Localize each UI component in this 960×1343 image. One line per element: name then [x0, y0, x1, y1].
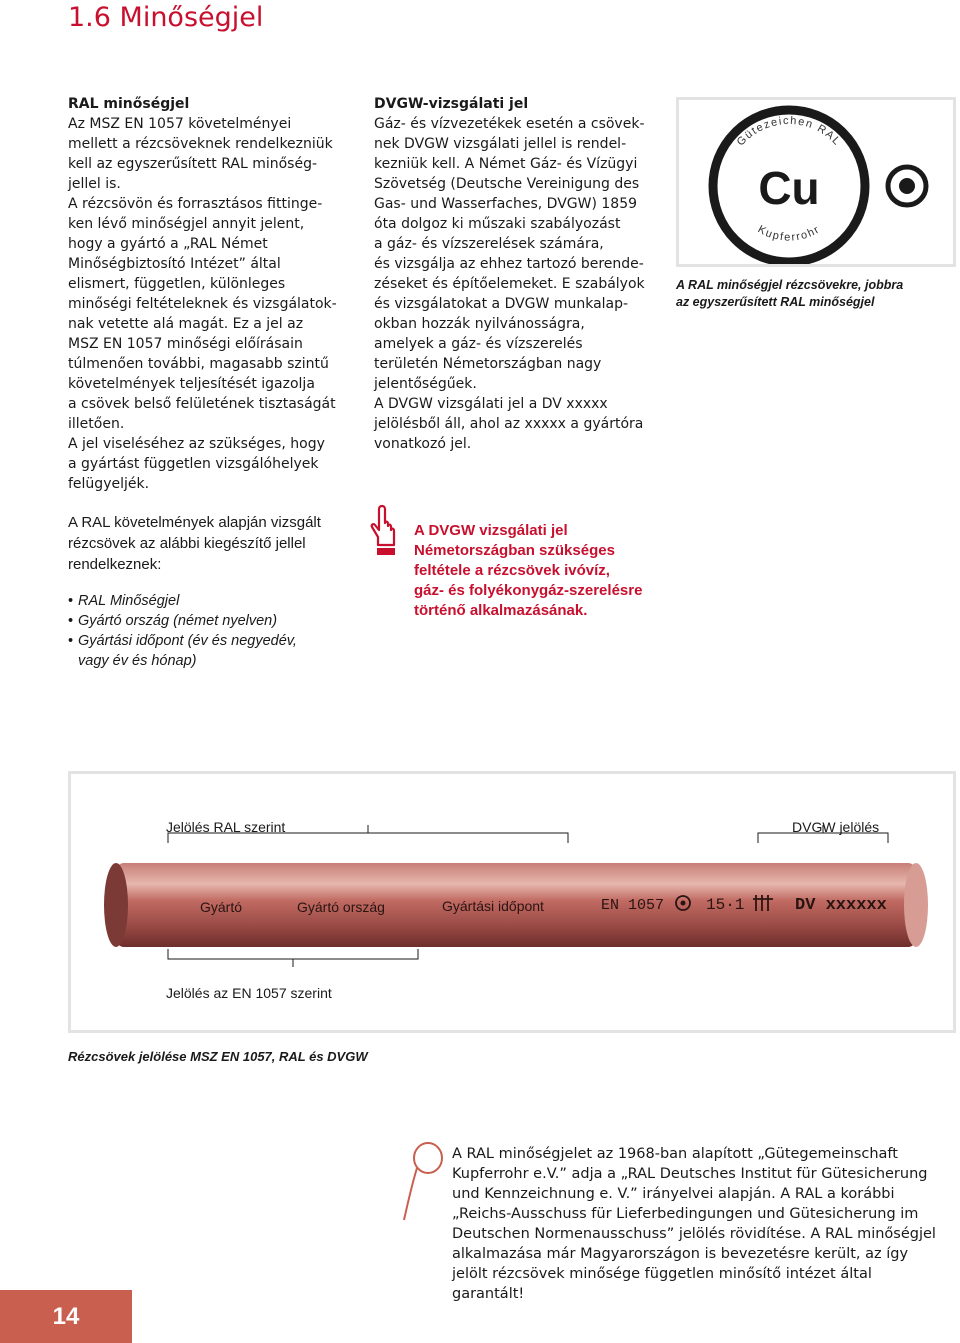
list-item: • Gyártási időpont (év és negyedév, vagy év és hónap)	[68, 631, 297, 671]
copper-pipe-graphic	[68, 771, 956, 1033]
ral-logo-box	[676, 97, 956, 267]
ral-logo-caption: A RAL minőségjel rézcsövekre, jobbra az egyszerűsített RAL minőségjel	[676, 278, 904, 309]
ral-body: Az MSZ EN 1057 követelményei mellett a rézcsöveknek rendelkezniük kell az egyszerűsített RAL minőség- jellel is. A rézcsövön és forrasztásos fittinge- ken lévő minőségjel annyit jelent, hogy a gyártó a „RAL Német Minőségbiztosító Intézet” által elismert, független, különleges minőségi feltételeknek és vizsgálatok- nak vetette alá magát. Ez a jel az MSZ EN 1057 minőségi előírásain túlmenően további, magasabb szintű követelmények teljesítését igazolja a csövek belső felületének tisztaságát illetően. A jel viseléséhez az szükséges, hogy a gyártást független vizsgálóhelyek felügyeljék.	[68, 116, 337, 492]
mark-country: Gyártó ország	[297, 899, 385, 915]
ral-quality-mark-icon	[679, 100, 953, 264]
mark-manufacturer: Gyártó	[200, 899, 243, 915]
ral-logo-center: Cu	[758, 162, 820, 214]
mark-dv: DV xxxxxx	[795, 896, 887, 915]
mark-standard: EN 1057	[601, 897, 665, 914]
ral-note-text: A RAL minőségjelet az 1968-ban alapított „Gütegemeinschaft Kupferrohr e.V.” adja a „RAL Deutsches Institut für Gütesicherung und Kennzeichnung e. V.” irányelvei alapján. A RAL a korábbi „Reichs-Ausschuss für Lieferbedingungen und Gütesicherung im Deutschen Normenausschuss” jelölés rövidítése. A RAL minőségjel alkalmazása már Magyarországon is bevezetésre került, az így jelölt rézcsövek minősége független minősítő intézet által garantált!	[452, 1146, 936, 1302]
dvgw-heading: DVGW-vizsgálati jel	[374, 96, 529, 112]
dvgw-body: Gáz- és vízvezetékek esetén a csövek- nek DVGW vizsgálati jellel is rendel- kezniük kell. A Német Gáz- és Vízügyi Szövetség (Deutsche Vereinigung des Gas- und Wasserfaches, DVGW) 1859 óta dolgoz ki műszaki szabályozást a gáz- és vízszerelések számára, és vizsgálja az ehhez tartozó berende- zéseket és építőelemeket. E szabályok és vizsgálatokat a DVGW munkalap- okban hozzák nyilvánosságra, amelyek a gáz- és vízszerelés területén Németországban nagy jelentőségűek. A DVGW vizsgálati jel a DV xxxxx jelölésből áll, ahol az xxxxx a gyártóra vonatkozó jel.	[374, 116, 645, 452]
mark-size: 15·1	[706, 896, 745, 914]
label-en: Jelölés az EN 1057 szerint	[166, 985, 332, 1001]
simplified-ral-mark-icon	[888, 167, 926, 205]
mark-date: Gyártási időpont	[442, 898, 544, 914]
ral-heading: RAL minőségjel	[68, 96, 190, 112]
ral-logo-arc-top: Gütezeichen RAL	[734, 114, 844, 149]
list-item: • RAL Minőségjel	[68, 591, 297, 611]
list-item: • Gyártó ország (német nyelven)	[68, 611, 297, 631]
requirements-list	[68, 591, 297, 671]
page-title: 1.6 Minőségjel	[68, 2, 264, 33]
requirements-intro: A RAL követelmények alapján vizsgált rézcsövek az alábbi kiegészítő jellel rendelkeznek:	[68, 514, 321, 573]
page-number: 14	[0, 1290, 132, 1343]
pipe-diagram-caption: Rézcsövek jelölése MSZ EN 1057, RAL és DVGW	[68, 1049, 368, 1064]
ral-logo-arc-bottom: Kupferrohr	[755, 223, 823, 244]
label-ral: Jelölés RAL szerint	[166, 819, 286, 835]
hand-pointing-icon	[370, 503, 400, 561]
magnifier-icon	[400, 1140, 446, 1228]
dvgw-highlight-text: A DVGW vizsgálati jel Németországban szükséges feltétele a rézcsövek ivóvíz, gáz- és folyékonygáz-szerelésre történő alkalmazásának.	[414, 522, 643, 619]
label-dvgw: DVGW jelölés	[792, 819, 880, 835]
